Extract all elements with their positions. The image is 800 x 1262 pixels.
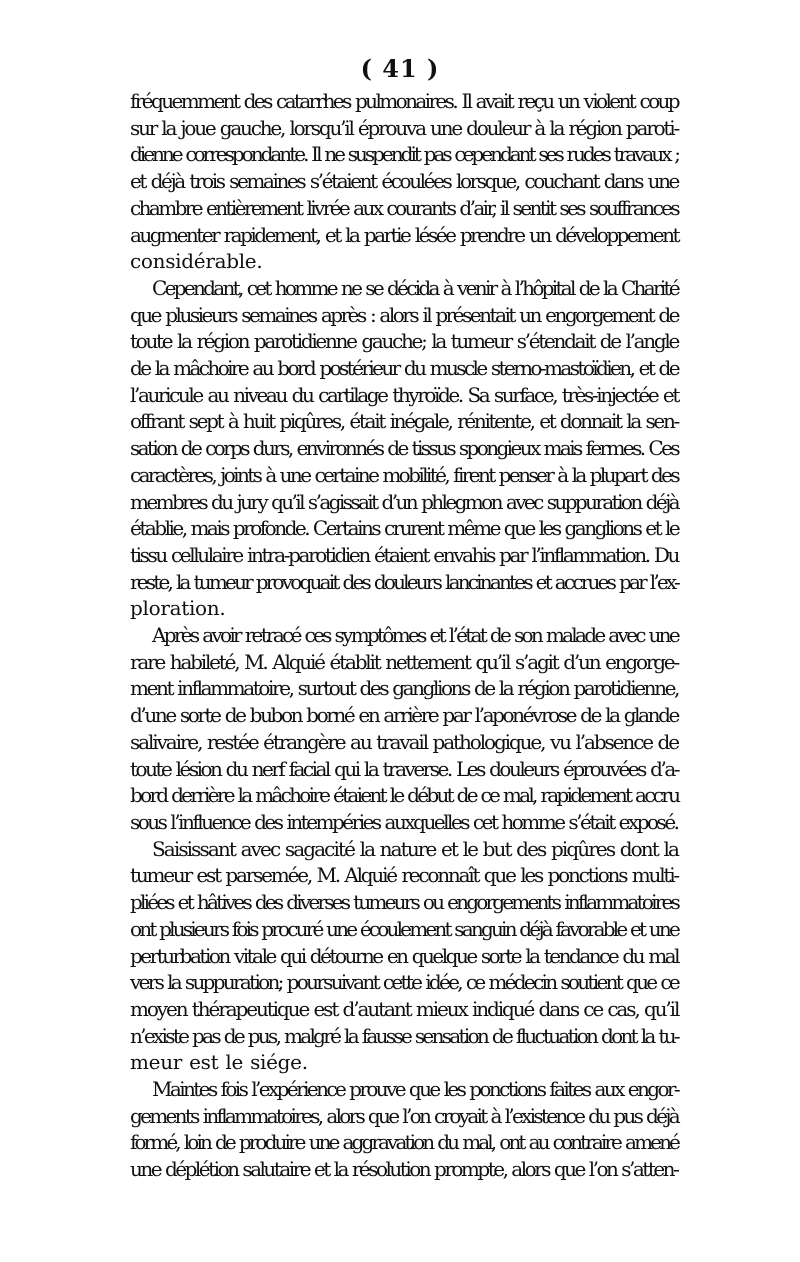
text-line: Saisissant avec sagacité la nature et le but des piqûres dont la: [152, 836, 678, 861]
paragraph: [130, 1076, 678, 1183]
text-line: et déjà trois semaines s’étaient écoulées lorsque, couchant dans une: [130, 169, 678, 194]
text-line: sation de corps durs, environnés de tissus spongieux mais fermes. Ces: [130, 436, 678, 461]
text-line: tumeur est parsemée, M. Alquié reconnaît que les ponctions multi-: [130, 863, 678, 888]
text-line: considérable.: [130, 249, 263, 274]
text-line: d’une sorte de bubon borné en arrière par l’aponévrose de la glande: [130, 703, 678, 728]
text-line: sur la joue gauche, lorsqu’il éprouva une douleur à la région paroti-: [130, 115, 678, 140]
paragraph: [130, 836, 678, 1076]
page-number: ( 41 ): [360, 54, 440, 83]
text-line: Maintes fois l’expérience prouve que les ponctions faites aux engor-: [152, 1077, 678, 1102]
text-line: vers la suppuration; poursuivant cette idée, ce médecin soutient que ce: [130, 970, 678, 995]
text-line: offrant sept à huit piqûres, était inégale, rénitente, et donnait la sen-: [130, 409, 678, 434]
text-line: ment inflammatoire, surtout des ganglions de la région parotidienne,: [130, 676, 678, 701]
text-line: de la mâchoire au bord postérieur du muscle sterno-mastoïdien, et de: [130, 356, 678, 381]
text-line: fréquemment des catarrhes pulmonaires. Il avait reçu un violent coup: [130, 89, 678, 113]
text-line: bord derrière la mâchoire étaient le début de ce mal, rapidement accru: [130, 783, 679, 808]
text-line: n’existe pas de pus, malgré la fausse sensation de fluctuation dont la tu-: [130, 1023, 678, 1048]
text-line: gements inflammatoires, alors que l’on croyait à l’existence du pus déjà: [130, 1103, 678, 1128]
text-line: tissu cellulaire intra-parotidien étaient envahis par l’inflammation. Du: [130, 542, 678, 567]
paragraph: [130, 88, 678, 275]
text-line: caractères, joints à une certaine mobilité, firent penser à la plupart des: [130, 462, 678, 487]
text-line: formé, loin de produire une aggravation du mal, ont au contraire amené: [130, 1130, 678, 1155]
text-line: sous l’influence des intempéries auxquelles cet homme s’était exposé.: [130, 809, 678, 834]
text-line: l’auricule au niveau du cartilage thyroïde. Sa surface, très-injectée et: [130, 382, 678, 407]
paragraph: [130, 622, 678, 836]
text-line: toute la région parotidienne gauche; la tumeur s’étendait de l’angle: [130, 329, 678, 354]
text-line: Cependant, cet homme ne se décida à venir à l’hôpital de la Charité: [152, 275, 678, 300]
text-line: augmenter rapidement, et la partie lésée prendre un développement: [130, 222, 678, 247]
text-line: dienne correspondante. Il ne suspendit pas cependant ses rudes travaux ;: [130, 142, 678, 167]
text-line: membres du jury qu’il s’agissait d’un phlegmon avec suppuration déjà: [130, 489, 678, 514]
text-line: perturbation vitale qui détourne en quelque sorte la tendance du mal: [130, 943, 678, 968]
text-line: pliées et hâtives des diverses tumeurs ou engorgements inflammatoires: [130, 890, 678, 915]
paragraph: [130, 275, 678, 622]
text-line: établie, mais profonde. Certains crurent même que les ganglions et le: [130, 516, 679, 541]
text-line: ploration.: [130, 596, 226, 621]
text-line: moyen thérapeutique est d’autant mieux indiqué dans ce cas, qu’il: [130, 996, 679, 1021]
text-line: salivaire, restée étrangère au travail pathologique, vu l’absence de: [130, 729, 678, 754]
text-line: reste, la tumeur provoquait des douleurs lancinantes et accrues par l’ex-: [130, 569, 678, 594]
text-line: Après avoir retracé ces symptômes et l’état de son malade avec une: [152, 623, 678, 648]
body-text: [130, 88, 678, 1183]
text-line: ont plusieurs fois procuré une écoulement sanguin déjà favorable et une: [130, 916, 678, 941]
text-line: une déplétion salutaire et la résolution prompte, alors que l’on s’atten-: [130, 1157, 678, 1182]
text-line: chambre entièrement livrée aux courants d’air, il sentit ses souffrances: [130, 195, 678, 220]
text-line: rare habileté, M. Alquié établit nettement qu’il s’agit d’un engorge-: [130, 649, 678, 674]
text-line: meur est le siége.: [130, 1050, 308, 1075]
text-line: que plusieurs semaines après : alors il présentait un engorgement de: [130, 302, 678, 327]
text-line: toute lésion du nerf facial qui la traverse. Les douleurs éprouvées d’a-: [130, 756, 678, 781]
